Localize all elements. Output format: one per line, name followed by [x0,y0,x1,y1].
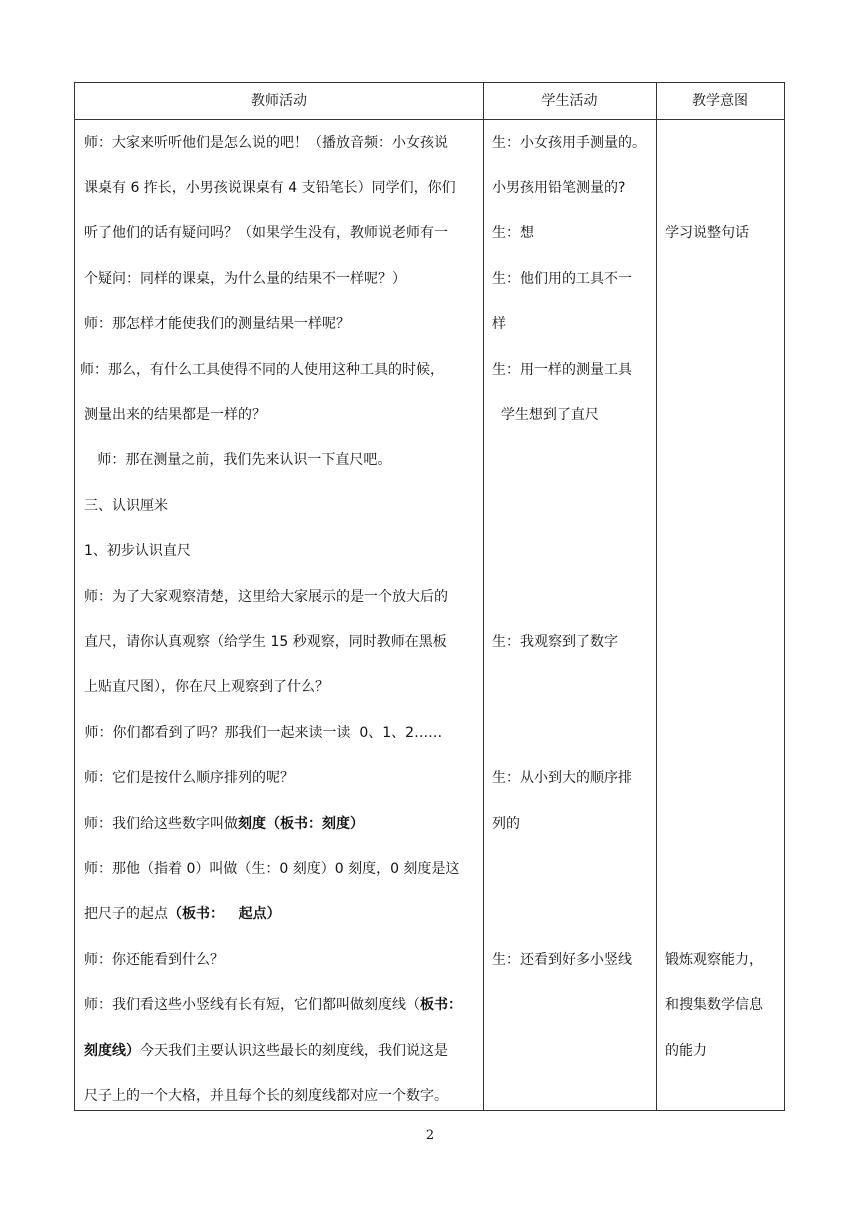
intent-line: 学习说整句话 [665,225,749,241]
board-note: 刻度线） [84,1043,140,1059]
student-line: 生：想 [492,225,534,241]
teacher-line: 师：那怎样才能使我们的测量结果一样呢？ [84,316,350,332]
teacher-line: 听了他们的话有疑问吗？（如果学生没有，教师说老师有一 [84,225,448,241]
student-line: 生：用一样的测量工具 [492,362,632,378]
intent-line: 和搜集数学信息 [665,997,763,1013]
teacher-line: 测量出来的结果都是一样的？ [84,407,266,423]
header-student-activity: 学生活动 [541,93,598,109]
student-line: 学生想到了直尺 [492,407,599,423]
teacher-line: 师：你们都看到了吗？那我们一起来读一读 0、1、2…… [80,725,443,741]
column-divider [483,83,484,1110]
teacher-line: 个疑问：同样的课桌，为什么量的结果不一样呢？） [84,271,406,287]
header-divider [75,119,784,120]
page-number: 2 [425,1128,435,1143]
header-teaching-intent: 教学意图 [692,93,748,109]
teacher-line: 尺子上的一个大格，并且每个长的刻度线都对应一个数字。 [84,1088,448,1104]
header-teacher-activity: 教师活动 [251,93,307,109]
student-line: 生：他们用的工具不一 [492,271,632,287]
teacher-line [84,995,462,1015]
teacher-line [84,1041,448,1061]
teacher-text: 把尺子的起点 [84,906,168,922]
teacher-line: 师：那么，有什么工具使得不同的人使用这种工具的时候， [80,362,444,378]
board-note: 刻度（板书：刻度） [238,816,364,832]
student-line: 列的 [492,816,520,832]
lesson-table [74,82,785,1111]
subsection-heading: 1、初步认识直尺 [84,543,191,559]
teacher-line: 上贴直尺图），你在尺上观察到了什么？ [84,679,329,695]
teacher-line: 师：那他（指着 0）叫做（生：0 刻度）0 刻度，0 刻度是这 [84,861,460,877]
teacher-line: 师：它们是按什么顺序排列的呢？ [84,770,294,786]
board-note: 板书： [420,997,462,1013]
teacher-text: 师：我们看这些小竖线有长有短，它们都叫做刻度线（ [84,997,420,1013]
intent-line: 锻炼观察能力， [665,952,763,968]
board-note: （板书： 起点） [168,906,281,922]
teacher-line: 师：你还能看到什么？ [84,952,224,968]
student-line: 生：还看到好多小竖线 [492,952,632,968]
teacher-line [84,814,364,834]
student-line: 生：我观察到了数字 [492,634,618,650]
intent-line: 的能力 [665,1043,707,1059]
teacher-text: 师：我们给这些数字叫做 [84,816,238,832]
student-line: 样 [492,316,506,332]
teacher-line: 师：大家来听听他们是怎么说的吧！（播放音频：小女孩说 [84,135,448,151]
student-line: 小男孩用铅笔测量的? [492,180,626,196]
teacher-line: 课桌有 6 拃长，小男孩说课桌有 4 支铅笔长）同学们，你们 [84,180,456,196]
column-divider [656,83,657,1110]
student-line: 生：从小到大的顺序排 [492,770,632,786]
teacher-text: 今天我们主要认识这些最长的刻度线，我们说这是 [140,1043,448,1059]
section-heading: 三、认识厘米 [84,498,168,514]
teacher-line: 师：为了大家观察清楚，这里给大家展示的是一个放大后的 [84,589,448,605]
teacher-line [84,904,281,924]
teacher-line: 直尺，请你认真观察（给学生 15 秒观察，同时教师在黑板 [84,634,447,650]
teacher-line: 师：那在测量之前，我们先来认识一下直尺吧。 [84,452,392,468]
student-line: 生：小女孩用手测量的。 [492,135,646,151]
